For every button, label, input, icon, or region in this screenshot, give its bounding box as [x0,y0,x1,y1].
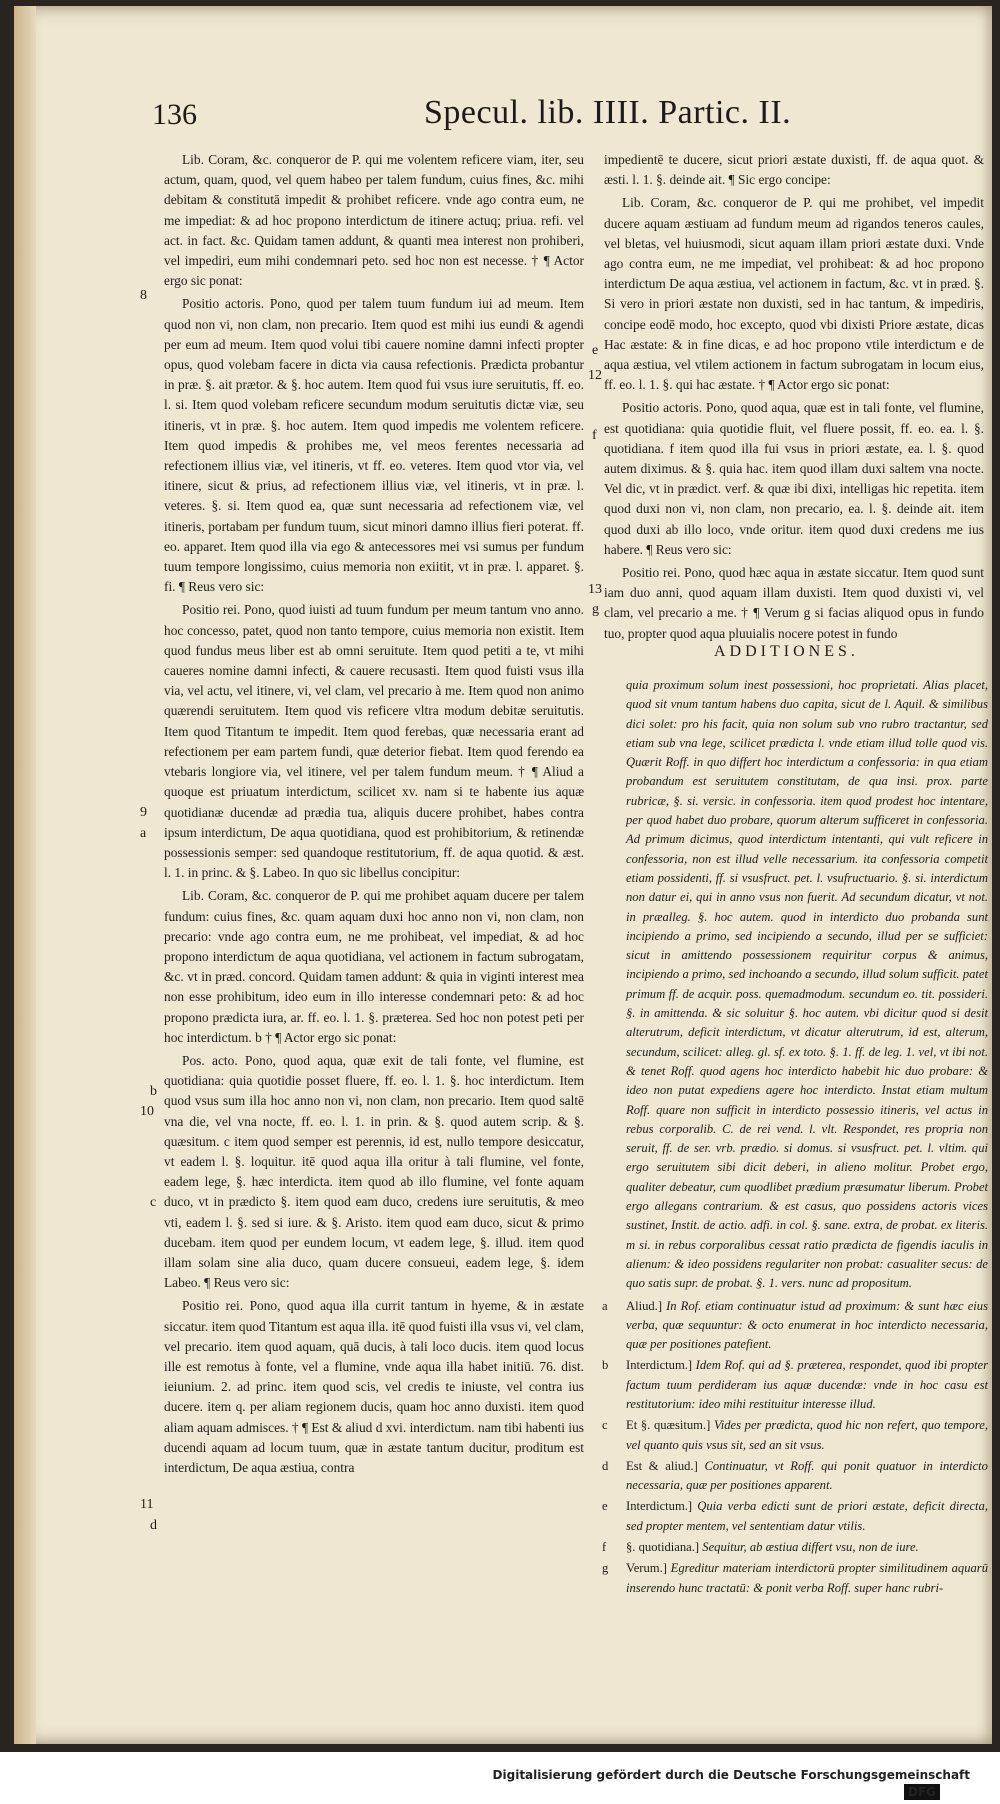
paragraph: Positio rei. Pono, quod hæc aqua in æstate siccatur. Item quod sunt iam duo anni, quod aquam illam duxisti. Item quod duxisti vi, vel clam, vel precario a me. † ¶ Verum g si facias aliquod opus in fundo tuo, propter quod aqua pluuialis nocere potest in fundo [604,565,984,641]
margin-mark: 11 [140,1497,154,1512]
note-text: Continuatur, vt Roff. qui ponit quatuor in interdicto necessaria, quæ per positiones apparent. [626,1458,988,1493]
note-lemma: Interdictum.] [626,1499,693,1514]
left-text-column [164,150,584,1481]
note-item [602,1559,989,1598]
note-item [602,1538,988,1557]
note-item [602,1416,988,1455]
margin-mark: c [150,1195,157,1210]
margin-mark: b [150,1084,157,1099]
note-text: Egreditur materiam interdictorū propter similitudinem aquarū inserendo hunc tractatū: & ponit verba Roff. super hanc rubri- [626,1561,989,1595]
note-letter: b [602,1358,609,1373]
note-text: Vides per prædicta, quod hic non refert, quo tempore, vel quanto quis vsus sit, sed an sit vsus. [626,1418,988,1452]
note-lemma: Aliud.] [626,1298,663,1313]
note-item [602,1297,988,1355]
note-lemma: Verum.] [626,1561,667,1576]
additiones-column [602,676,989,1600]
note-item [602,1457,988,1496]
note-text: Quia verba edicti sunt de priori æstate, deficit directa, sed propter mentem, vel sententiam datur vtilis. [626,1499,988,1533]
paragraph: Lib. Coram, &c. conqueror de P. qui me volentem reficere viam, iter, seu actum, quam, quod, vel quem habeo per talem fundum, cuius fines, &c. mihi debitam & constitutā impedit & prohibet reficere. vnde ago contra eum, ne me impediat: & ad hoc propono interdictum de itinere actuq; priua. refi. vel act. in fact. &c. Quidam tamen addunt, & quanti mea interest non prohiberi, vel impediri, eum mihi condemnari peto. sed hoc non est necesse. † ¶ Actor ergo sic ponat: [164,152,584,289]
note-letter: d [602,1458,609,1473]
paragraph: Positio rei. Pono, quod aqua illa currit tantum in hyeme, & in æstate siccatur. item quod Titantum est aqua illa. itē quod fuisti illa vsus vi, vel clam, vel precario. item quod aquam, quā ducis, à tali loco ducis. item quod locus ille est remotus à fonte, vel a flumine, vnde aqua illa habet initiū. 76. dist. ieiunium. 2. ad princ. item quod scis, vel credis te iniuste, vel contra ius ducere. item q. per aliam regionem ducis, quam hoc anno duxisti. item quod aliam aquam admisces. † ¶ Est & aliud d xvi. interdictum. nam tibi habenti ius ducendi aquam ad locum tuum, quæ in æstate tantum ducitur, proditum est interdictum, De aqua æstiua, contra [164,1298,584,1475]
margin-mark: 9 [140,805,147,820]
dfg-logo: DFG [904,1784,940,1800]
digitization-footer [0,1752,1000,1804]
margin-mark: f [592,428,597,443]
additiones-heading: ADDITIONES. [714,643,859,660]
margin-mark: 13 [588,582,602,597]
footer-credit [492,1768,970,1799]
paragraph: impedientē te ducere, sicut priori æstate duxisti, ff. de aqua quot. & æsti. l. 1. §. deinde ait. ¶ Sic ergo concipe: [604,152,984,188]
right-text-column [604,150,984,647]
margin-mark: g [592,602,599,617]
paragraph: Lib. Coram, &c. conqueror de P. qui me prohibet aquam ducere per talem fundum: cuius fines, &c. quam aquam duxi hoc anno non vi, non clam, non precario: vnde ago contra eum, ne me prohibeat, vel impediat, & ad hoc propono interdictum de aqua quotidiana, vel actionem in factum subrogatam, &c. vt in præd. concord. Quidam tamen addunt: & quia in viginti interest mea non esse prohibitum, ideo eum in illo interesse condemnari peto: & ad hoc propono prædicta iura, ar. ff. eo. l. 1. §. præterea. Sed hoc non potest peti per hoc interdictum. b † ¶ Actor ergo sic ponat: [164,888,584,1045]
note-text: Sequitur, ab æstiua differt vsu, non de iure. [702,1540,919,1555]
notes-list [602,1297,989,1598]
running-title: Specul. lib. IIII. Partic. II. [424,94,792,131]
note-item [602,1497,988,1536]
note-lemma: Et §. quæsitum.] [626,1418,711,1433]
note-letter: f [602,1540,607,1555]
paragraph: Lib. Coram, &c. conqueror de P. qui me prohibet, vel impedit ducere aquam æstiuam ad fundum meum ad rigandos teneros caules, vel bletas, vel huiusmodi, sicut aquam illam priori æstate duxi. Vnde ago contra eum, ne me impediat, vel prohibeat: & ad hoc propono interdictum De aqua æstiua, vel actionem in factum, &c. vt in præd. §. Si vero in priori æstate non duxisti, sed in hac tantum, & impediris, concipe eodē modo, hoc excepto, quod vbi dixisti Priore æstate, dicas Hac æstate: & in fine dicas, e ad hoc propono vtile interdictum e de aqua æstiua, vel vtilem actionem in factum subrogatam in locum eius, ff. eo. l. 1. §. qui hac æstate. † ¶ Actor ergo sic ponat: [604,195,984,393]
page-edge [14,6,36,1744]
note-letter: e [602,1499,608,1514]
note-letter: c [602,1418,608,1433]
note-text: Idem Rof. qui ad §. præterea, respondet, quod ibi propter factum tuum perdideram ius aquæ ducendæ: vnde in hoc casu est restitutorium: ideo mihi restituitur interesse illud. [626,1358,988,1411]
note-lemma: Est & aliud.] [626,1458,698,1473]
page-number: 136 [152,98,197,131]
note-letter: g [602,1561,609,1576]
margin-mark: 12 [588,368,602,383]
margin-mark: d [150,1518,157,1533]
paragraph: Positio actoris. Pono, quod aqua, quæ est in tali fonte, vel flumine, est quotidiana: quia quotidie fluit, vel fluere possit, ff. eo. ea. l. §. quotidiana. f item quod illa fui vsus in priori æstate, ea. l. §. quod autem diximus. & §. quia hac. item quod illam duxi saltem vna nocte. Vel dic, vt in prædict. verf. & quæ ibi dixi, intelligas hic repetita. item quod duxi non vi, non clam, non precario, ea. l. §. deinde ait. item quod duxi ab illo loco, vnde oritur. item quod duxi credens me ius habere. ¶ Reus vero sic: [604,400,984,557]
margin-mark: a [140,826,147,841]
book-page [14,6,992,1744]
margin-mark: e [592,343,599,358]
note-lemma: §. quotidiana.] [626,1540,700,1555]
margin-mark: 8 [140,288,147,303]
margin-mark: 10 [140,1104,154,1119]
credit-text: Digitalisierung gefördert durch die Deutsche Forschungsgemeinschaft [492,1768,970,1782]
additiones-intro: quia proximum solum inest possessioni, hoc proprietati. Alias placet, quod sit vnum tantum habens duo capita, sicut de l. Aquil. & similibus dici solet: pro his facit, quia non solum sub vno rubro tractantur, sed etiam sub vna lege, scilicet prædicta l. vnde etiam illud tolle quod vis. Quærit Roff. in quo differt hoc interdictum a confessoria: in qua etiam probandum est seruitutem constitutam, de qua insi. prox. parte rubricæ, §. si. versic. in confessoria. item quod prodest hoc intentare, per quod habet duo probare, quorum alterum sufficeret in confessoria. Ad primum dicimus, quod interdictum intentanti, qui vult reficere in confessoria, non est illud velle necessarium. ita confessoria competit etiam possidenti, ff. si vsusfruct. pet. l. vsufructuario. §. si. interdictum non datur ei, qui in anno vsus non fuerit. Ad secundum dicatur, vt not. in præalleg. §. hoc autem. quod in interdicto duo probanda sunt incipiendo a primo, sed incipiendo a secundo, illud per se sufficiet: sicut in amittendo possessionem requiritur corpus & animus, incipiendo a primo, sed inchoando a secundo, illud solum sufficit. patet primum ff. de acquir. poss. quemadmodum. secundum eo. tit. possideri. §. in amittenda. & sic soluitur §. hoc autem. vbi dicitur quod si desit alterutrum, deficit interdictum, vt dicatur alterutrum, id est, alterum, secundum, scilicet: alleg. gl. sf. ex toto. §. 1. ff. de leg. 1. vel, vt ibi not. & tenet Roff. quod agens hoc interdicto habebit hic duo probare: & ideo non putat expediens agere hoc interdicto. Instat etiam multum Roff. quare non sufficit in interdicto possessio itineris, vel actus in rebus corporalib. C. de rei vend. l. vlt. Respondet, res propria non seruit, ff. de ser. vrb. prædio. si domus. si vsusfruct. pet. l. vltim. qui ergo seruitutem sibi dicit deberi, in alieno molitur. Probet ergo, qualiter debeatur, cum quodlibet prædium præsumatur liberum. Probet ergo allegans contrarium. & est casus, quo possidens actoris vices sustinet, Instit. de actio. adfi. in col. §. sane. extra, de probat. ex literis. m si. in rebus corporalibus cessat ratio prædicta de figendis iaculis in alienum: & ideo possidens regulariter non probat: casualiter secus: de quo satis supr. de probat. §. 1. vers. nunc ad propositum. [626,678,988,1291]
note-item [602,1356,988,1414]
paragraph: Positio rei. Pono, quod iuisti ad tuum fundum per meum tantum vno anno. hoc concesso, patet, quod non tanto tempore, cuius memoria non existit. Item quod fundus meus liber est ab omni seruitute. Item quod petiti a te, vt mihi caueres nomine damni infecti, & cauere recusasti. Item quod fuisti vsus illa via, vel actu, vel itinere, vi, vel clam, vel precario à me. Item quod non animo quærendi seruitutem. Item quod vis reficere vltra modum debitæ seruitutis. Item quod Titantum te impedit. Item quod ferebas, quæ necessaria erant ad refectionem per eam partem fundi, quæ deterior fiebat. Item quod ferendo ea vtebaris longiore via, vel itinere, vel per talem fundum meum. † ¶ Aliud a quoque est priuatum interdictum, scilicet xv. nam si te habente ius aquæ quotidianæ ducendæ ad prædia tua, aliquis ducere prohibet, habes contra ipsum interdictum, De aqua quotidiana, quod est prohibitorium, & retinendæ possessionis semper: sed quandoque restitutorium, ff. de aqua quotid. & æst. l. 1. in princ. & §. Labeo. In quo sic libellus concipitur: [164,602,584,881]
paragraph: Pos. acto. Pono, quod aqua, quæ exit de tali fonte, vel flumine, est quotidiana: quia quotidie posset fluere, ff. eo. l. 1. §. hoc interdictum. Item quod vsus sum illa hoc anno non vi, non clam, non precario. Item quod saltē vna die, vel vna nocte, ff. eo. l. 1. in prin. & §. quod autem scrip. & §. quæsitum. c item quod semper est perennis, id est, nullo tempore desiccatur, vt eadem l. §. loquitur. itē quod aqua illa oritur à tali flumine, vel fonte, eadem lege, §. hæc interdicta. item quod ab illo flumine, vel fonte aquam duco, vt in prædicto §. item quod eam duco, credens iure seruitutis, & meo vti, eadem l. §. sed si iure. & §. Aristo. item quod eam duco, sicut & primo ducebam. item quod per eundem locum, vt eadem lege, §. illud. item quod illam solam sine alia duco, quam ducere consueui, eadem lege, §. idem Labeo. ¶ Reus vero sic: [164,1052,584,1291]
paragraph: Positio actoris. Pono, quod per talem tuum fundum iui ad meum. Item quod non vi, non clam, non precario. Item quod est mihi ius eundi & agendi per eum ad meum. Item quod volui tibi cauere nomine damni infecti propter opus, quod volebam facere in dicta via causa refectionis. Prædicta probantur in præ. §. ait prætor. & §. hoc autem. Item quod fui vsus iure seruitutis, ff. eo. l. si. Item quod volebam reficere secundum modum seruitutis dictæ viæ, seu itineris, vt in præ. §. hoc autem. Item quod impedis me volentem reficere. Item quod impedis & prohibes me, vel meos ferentes necessaria ad refectionem illius viæ, vel itineris, vt ff. eo. veteres. Item quod vtor via, vel itinere, sicut & prius, ad refectionem illius viæ, vel itineris, vt in præ. l. veteres. §. si. Item quod ea, quæ sunt necessaria ad refectionem viæ, vel itineris, portabam per fundum tuum, sicut minori damno illius fieri poterat. ff. eo. apparet. Item quod illa via ego & antecessores mei vsi sumus per fundum tuum tempore longissimo, cuius memoria non exiitit, vt in præ. l. apparet. §. fi. ¶ Reus vero sic: [164,296,584,595]
note-text: In Rof. etiam continuatur istud ad proximum: & sunt hæc eius verba, quæ sequuntur: & octo enumerat in hoc interdicto necessaria, quæ per positiones patefient. [626,1298,988,1352]
note-letter: a [602,1298,608,1313]
note-lemma: Interdictum.] [626,1358,693,1373]
